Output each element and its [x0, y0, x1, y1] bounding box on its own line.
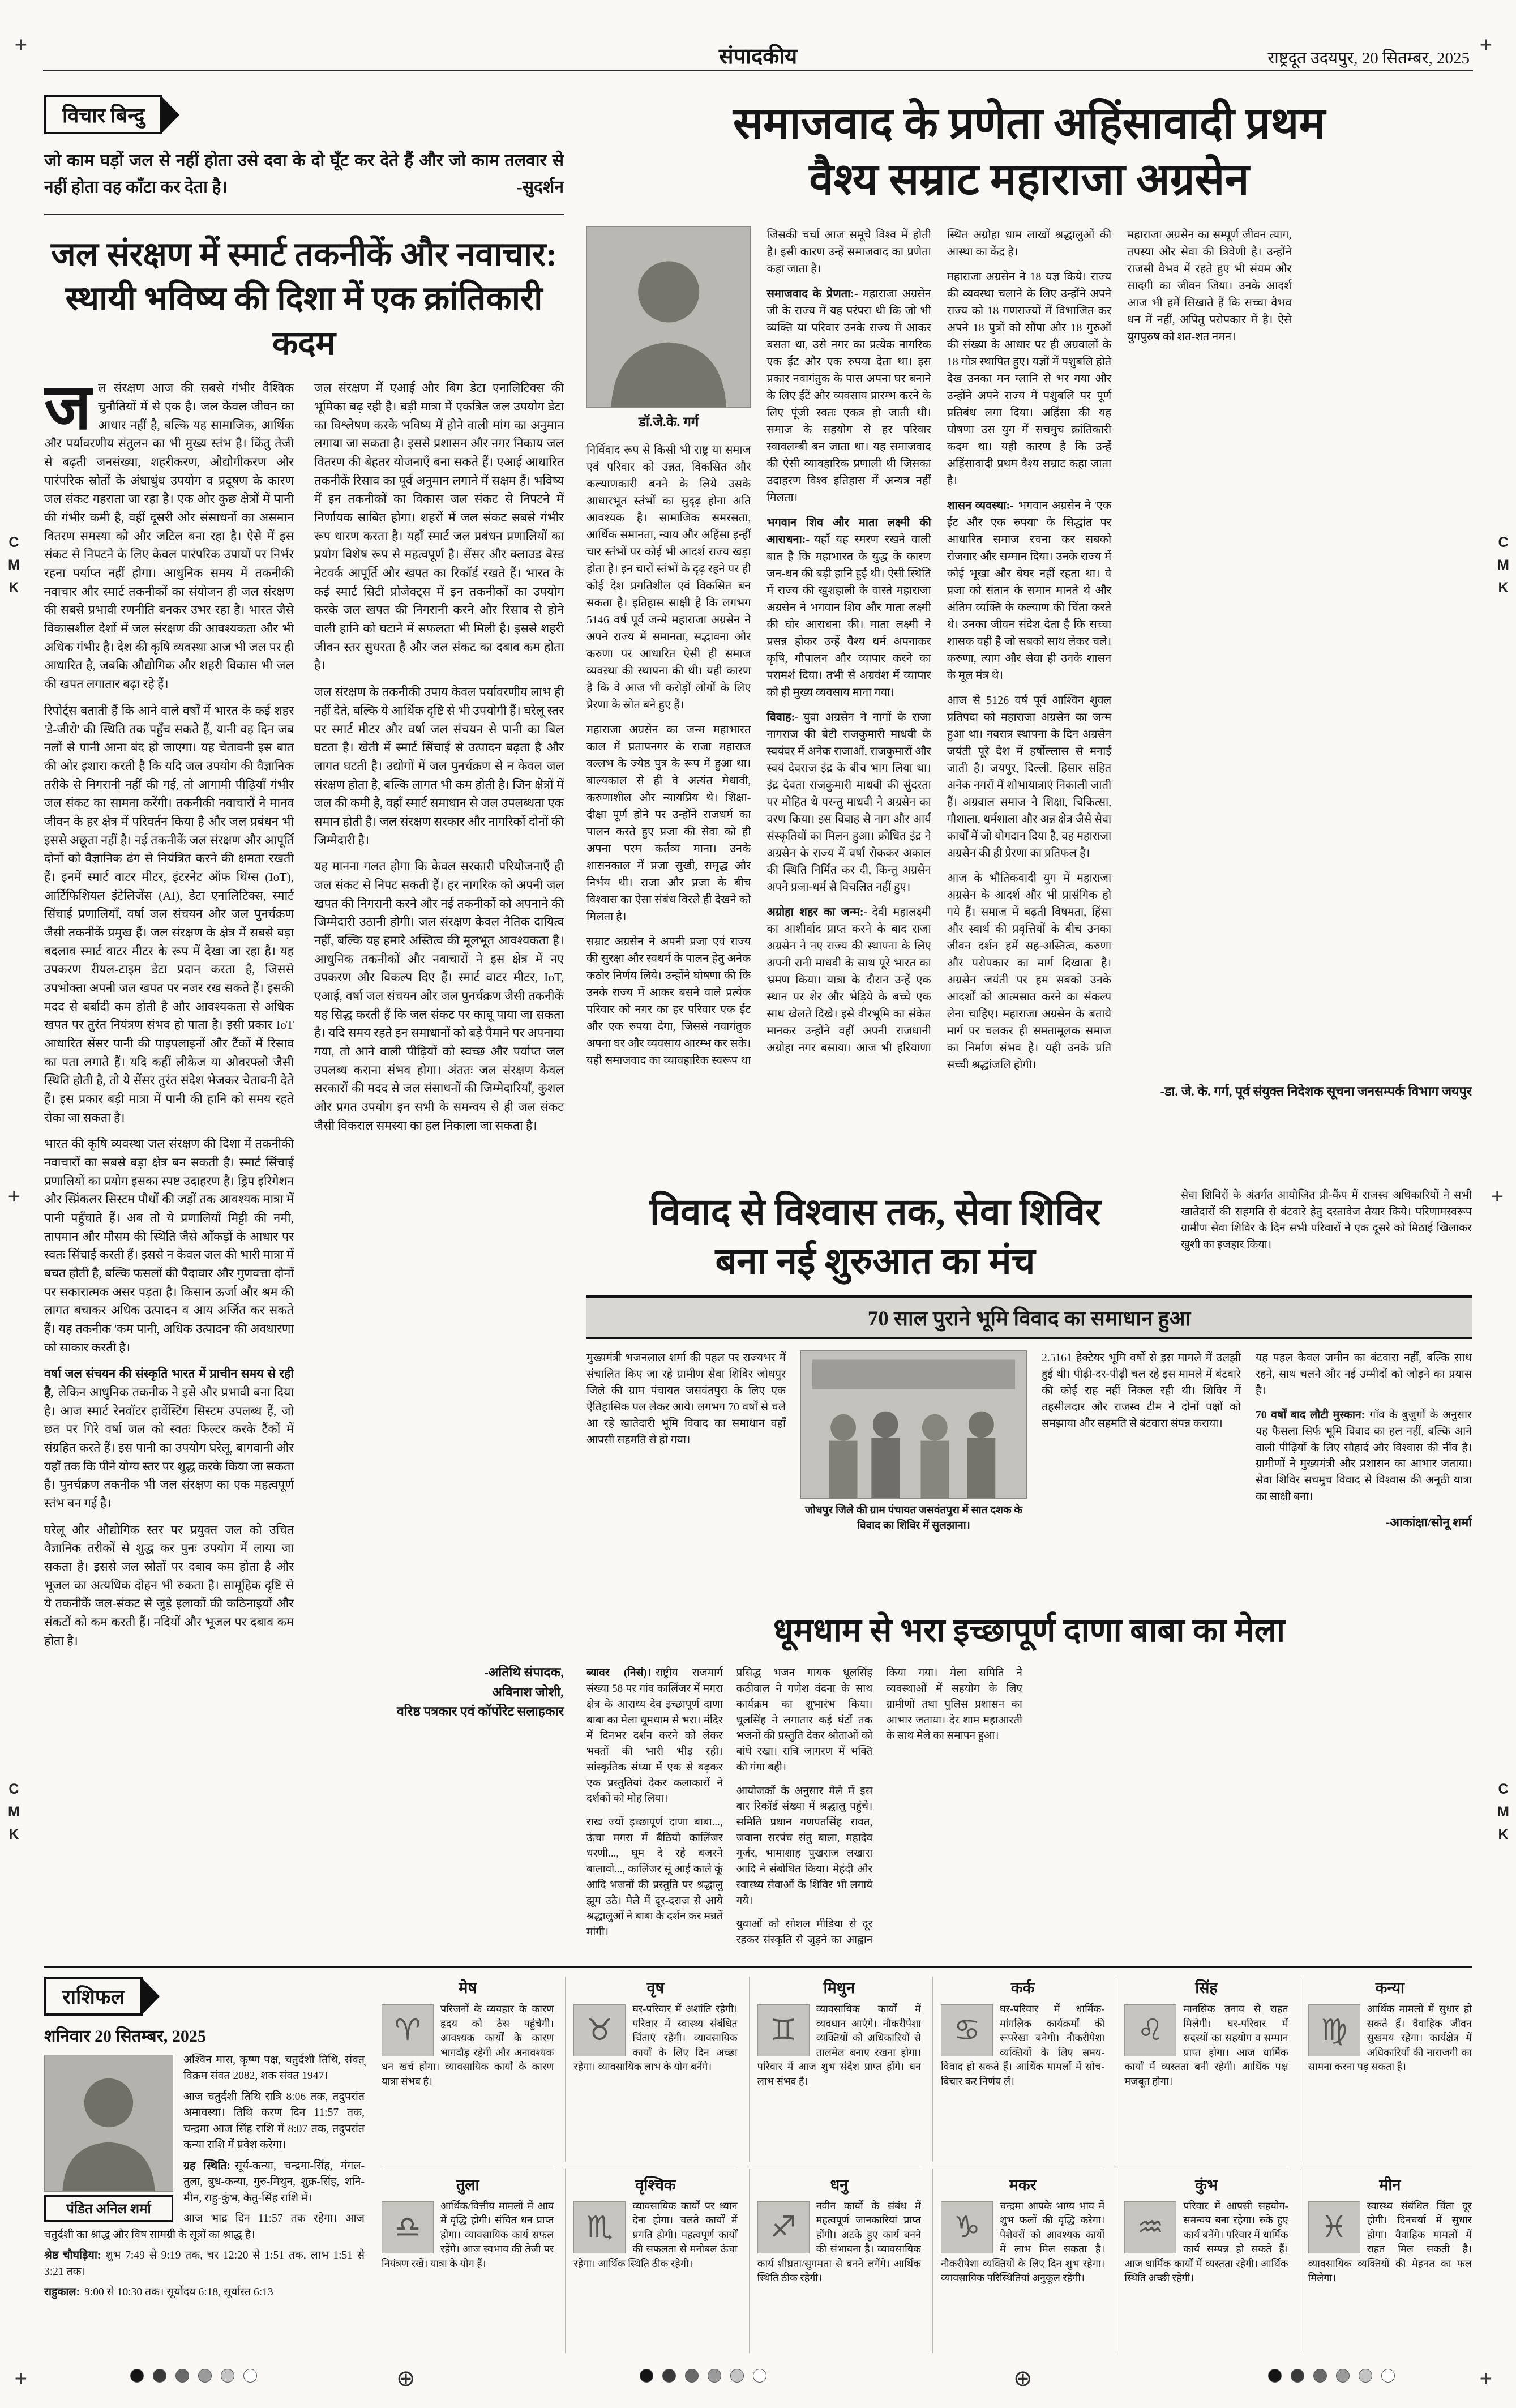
- vivad-column-1: [586, 1350, 786, 1594]
- zodiac-forecast: स्वास्थ्य संबंधित चिंता दूर होगी। दिनचर्या में सुधार होगा। वैवाहिक मामलों में राहत मिल सकती है। व्यावसायिक व्यक्तियों की मेहनत का फल मिलेगा।: [1308, 2200, 1472, 2284]
- paragraph-lead: विवाह:-: [766, 711, 799, 724]
- cmk-print-mark: [8, 1778, 20, 1846]
- registration-dot: [198, 2369, 212, 2383]
- portrait-silhouette-icon: [45, 2055, 173, 2191]
- author-photo-caption: डॉ.जे.के. गर्ग: [639, 415, 699, 430]
- paragraph: [586, 442, 751, 713]
- paragraph-text: शुभ 7:49 से 9:19 तक, चर 12:20 से 1:51 तक, लाभ 1:51 से 3:21 तक।: [44, 2249, 365, 2278]
- paragraph: [1256, 1350, 1472, 1400]
- paragraph: [314, 857, 564, 1135]
- paragraph-text: आज चतुर्दशी तिथि रात्रि 8:06 तक, तदुपरांत अमावस्या। तिथि करण दिन 11:57 तक, चन्द्रमा आज सिंह राशि में 8:07 तक, तदुपरांत कन्या राशि में प्रवेश करेगा।: [183, 2090, 365, 2152]
- zodiac-glyph: ♉: [586, 2013, 613, 2047]
- horoscope-label: [44, 1977, 160, 2016]
- registration-dot: [153, 2369, 166, 2383]
- paragraph-text: यह मानना गलत होगा कि केवल सरकारी परियोजनाएँ ही जल संकट से निपट सकती हैं। हर नागरिक को अपनी जल खपत की निगरानी करने और नई तकनीकों को अपनाने की जिम्मेदारी उठानी होगी। जल संरक्षण केवल नैतिक दायित्व नहीं, बल्कि यह हमारे अस्तित्व की मूलभूत आवश्यकता है। आधुनिक तकनीकों और नवाचारों ने इस क्षेत्र में नए उपकरण और विकल्प दिए हैं। स्मार्ट वाटर मीटर, IoT, एआई, वर्षा जल संचयन और जल पुनर्चक्रण जैसी तकनीकें यह सिद्ध करती हैं कि जल संकट पर काबू पाया जा सकता है। यदि समय रहते इन समाधानों को बड़े पैमाने पर अपनाया गया, तो आने वाली पीढ़ियों को स्वच्छ और पर्याप्त जल उपलब्ध कराना संभव होगा। अंततः जल संरक्षण केवल सरकारों की मदद से जल संसाधनों की जिम्मेदारियाँ, कुशल और प्रगत उपयोग इन सभी के समन्वय से ही जल संकट जैसी विकराल समस्या का हल निकाला जा सकता है।: [314, 859, 564, 1132]
- vivad-column-3: [1042, 1350, 1241, 1594]
- vivad-headline: [586, 1188, 1164, 1286]
- vivad-photo-column: [800, 1350, 1027, 1594]
- leo-icon: [1124, 2004, 1176, 2056]
- cmk-print-mark: [1497, 531, 1509, 599]
- paragraph-text: गाँव के बुजुर्गों के अनुसार यह फैसला सिर्फ भूमि विवाद का हल नहीं, बल्कि आने वाली पीढ़ियों के लिए सौहार्द और विश्वास की नींव है। ग्रामीणों ने मुख्यमंत्री और प्रशासन का आभार जताया। सेवा शिविर सचमुच विवाद से विश्वास की अनूठी यात्रा का साक्षी बना।: [1256, 1409, 1472, 1503]
- cmk-m: M: [8, 1804, 20, 1820]
- headline-line: वैश्य सम्राट महाराजा अग्रसेन: [809, 155, 1249, 204]
- astrologer-name: पंडित अनिल शर्मा: [44, 2195, 173, 2222]
- paragraph-text: भारत की कृषि व्यवस्था जल संरक्षण की दिशा में तकनीकी नवाचारों का सबसे बड़ा क्षेत्र बन सकती है। स्मार्ट सिंचाई प्रणालियों का प्रयोग इसका स्पष्ट उदाहरण है। ड्रिप इरिगेशन और स्प्रिंकलर सिस्टम पौधों की जड़ों तक आवश्यक मात्रा में पानी पहुँचाते हैं। अब तो ये प्रणालियाँ मिट्टी की नमी, तापमान और मौसम की स्थिति जैसे आँकड़ों के आधार पर स्वतः सिंचाई करती हैं। इससे न केवल जल की भारी मात्रा में बचत होती है, बल्कि फसलों की पैदावार और गुणवत्ता दोनों पर सकारात्मक असर पड़ता है। किसान ऊर्जा और श्रम की लागत बचाकर अधिक उत्पादन व आय अर्जित कर सकते हैं। यह तकनीक 'कम पानी, अधिक उत्पादन' की अवधारणा को साकार करती है।: [44, 1137, 294, 1354]
- zodiac-name: तुला: [456, 2176, 479, 2193]
- registration-target-icon: ⊕: [396, 2366, 416, 2392]
- paragraph: [766, 285, 931, 506]
- zodiac-name: धनु: [830, 2176, 849, 2193]
- paragraph-lead: श्रेष्ठ चौघड़िया:: [44, 2249, 101, 2262]
- zodiac-cell-aquarius: [1116, 2169, 1288, 2354]
- left-column: [44, 95, 564, 1722]
- drop-cap: ज: [44, 379, 92, 443]
- lead-headline: [586, 95, 1472, 207]
- zodiac-forecast: परिवार में आपसी सहयोग-समन्वय बना रहेगा। रुके हुए कार्य बनेंगे। परिवार में धार्मिक कार्य सम्पन्न हो सकते हैं। आज धार्मिक कार्यों में व्यस्तता रहेगी। आर्थिक स्थिति अच्छी रहेगी।: [1124, 2200, 1288, 2284]
- paragraph: [736, 1783, 873, 1909]
- cmk-k: K: [8, 580, 19, 596]
- pisces-icon: [1308, 2201, 1360, 2253]
- registration-dot: [640, 2369, 653, 2383]
- paragraph-lead: शासन व्यवस्था:-: [947, 499, 1014, 512]
- cmk-k: K: [1498, 580, 1509, 596]
- byline-line: वरिष्ठ पत्रकार एवं कॉर्पोरेट सलाहकार: [397, 1704, 564, 1719]
- registration-cross: +: [1491, 1184, 1504, 1208]
- paragraph-text: आज के भौतिकवादी युग में महाराजा अग्रसेन के आदर्श और भी प्रासंगिक हो गये हैं। समाज में बढ़ती विषमता, हिंसा और स्वार्थ की प्रवृत्तियों के बीच उनका जीवन दर्शन हमें सह-अस्तित्व, करुणा और परोपकार का मार्ग दिखाता है। अग्रसेन जयंती पर हम सबको उनके आदर्शों को आत्मसात करने का संकल्प लेना चाहिए। महाराजा अग्रसेन के बताये मार्ग पर चलकर ही समतामूलक समाज का निर्माण संभव है। यही उनके प्रति सच्ची श्रद्धांजलि होगी।: [947, 872, 1112, 1072]
- vivad-subhead-bar: 70 साल पुराने भूमि विवाद का समाधान हुआ: [586, 1295, 1472, 1339]
- shivir-photo: [800, 1350, 1027, 1499]
- zodiac-glyph: ♈: [394, 2013, 421, 2047]
- zodiac-name: कर्क: [1010, 1979, 1035, 1996]
- zodiac-name: सिंह: [1195, 1979, 1218, 1996]
- mela-headline: धूमधाम से भरा इच्छापूर्ण दाणा बाबा का मेला: [773, 1612, 1285, 1649]
- paragraph: [44, 1135, 294, 1357]
- paragraph-text: महाराजा अग्रसेन जी के राज्य में यह परंपरा थी कि जो भी व्यक्ति या परिवार उनके राज्य में आकर बसता था, उसे नगर का प्रत्येक नागरिक एक ईंट और एक रुपया देता था। इस प्रकार नवागंतुक के पास अपना घर बनाने के लिए ईंटें और व्यवसाय प्रारम्भ करने के लिए पूंजी स्वतः एकत्र हो जाती थी। समाज के सहयोग से हर परिवार स्वावलम्बी बन जाता था। यह समाजवाद की ऐसी व्यावहारिक प्रणाली थी जिसका उदाहरण विश्व इतिहास में अन्यत्र नहीं मिलता।: [766, 288, 931, 504]
- zodiac-cell-scorpio: [565, 2169, 737, 2354]
- paragraph: [44, 1521, 294, 1650]
- zodiac-forecast: व्यावसायिक कार्यों पर ध्यान देना होगा। चलते कार्यों में प्रगति होगी। महत्वपूर्ण कार्यों की सफलता से मनोबल ऊंचा रहेगा। आर्थिक स्थिति ठीक रहेगी।: [573, 2200, 738, 2269]
- vivad-column-4: [1256, 1350, 1472, 1594]
- paragraph: [44, 379, 294, 693]
- registration-dot: [685, 2369, 699, 2383]
- zodiac-forecast: नवीन कार्यों के संबंध में महत्वपूर्ण जानकारियां प्राप्त होंगी। अटके हुए कार्य बनने की संभावना है। व्यावसायिक कार्य शीघ्रता/सुगमता से बनने लगेंगे। आर्थिक स्थिति ठीक रहेगी।: [757, 2200, 921, 2284]
- paragraph: [736, 1665, 873, 1775]
- paragraph-text: युवाओं को सोशल मीडिया से दूर रहकर संस्कृति से जुड़ने का आह्वान किया गया। मेला समिति ने व्यवस्थाओं में सहयोग के लिए ग्रामीणों तथा पुलिस प्रशासन का आभार जताया। देर शाम महाआरती के साथ मेले का समापन हुआ।: [736, 1667, 1022, 1947]
- scorpio-icon: [573, 2201, 626, 2253]
- zodiac-forecast: आर्थिक/वित्तीय मामलों में आय में वृद्धि होगी। संचित धन प्राप्त होगा। व्यावसायिक कार्य सफल रहेंगे। आज स्वभाव की तेजी पर नियंत्रण रखें। यात्रा के योग हैं।: [382, 2200, 554, 2269]
- paragraph: [1042, 1350, 1241, 1432]
- paragraph-text: आयोजकों के अनुसार मेले में इस बार रिकॉर्ड संख्या में श्रद्धालु पहुंचे। समिति प्रधान गणपतसिंह रावत, जवाना सरपंच संतु बाला, महादेव गुर्जर, भामाशाह पुखराज लखारा आदि ने संबोधित किया। मेहंदी और स्वास्थ्य सेवाओं के शिविर भी लगाये गये।: [736, 1785, 873, 1907]
- paragraph-lead: ग्रह स्थिति:: [183, 2159, 230, 2172]
- paragraph-text: घरेलू और औद्योगिक स्तर पर प्रयुक्त जल को उचित वैज्ञानिक तरीकों से शुद्ध कर पुनः उपयोग में लाया जा सकता है। इससे जल स्रोतों पर दबाव कम होता है और भूजल का अत्यधिक दोहन भी रुकता है। सामूहिक दृष्टि से ये तकनीकें जल-संकट से जुड़े इलाकों की कठिनाइयों और संकटों को कम करती हैं। नदियों और भूजल पर दबाव कम होता है।: [44, 1522, 294, 1648]
- colour-bar: [130, 2369, 257, 2383]
- paragraph-text: आज भाद्र दिन 11:57 तक रहेगा। आज चतुर्दशी का श्राद्ध और विष सामग्री के सूत्रों का श्राद्ध है।: [44, 2213, 365, 2241]
- colour-bar: [1268, 2369, 1395, 2383]
- zodiac-forecast: घर-परिवार में अशांति रहेगी। परिवार में स्वास्थ्य संबंधित चिंताएं रहेंगी। व्यावसायिक कार्यों के लिए दिन अच्छा रहेगा। व्यावसायिक लाभ के योग बनेंगे।: [573, 2003, 738, 2073]
- zodiac-glyph: ♐: [770, 2210, 796, 2244]
- byline-line: -अतिथि संपादक,: [484, 1665, 564, 1680]
- zodiac-name: वृष: [646, 1979, 665, 1996]
- paragraph-text: महाराजा अग्रसेन का जन्म महाभारत काल में प्रतापनगर के राजा महाराज वल्लभ के ज्येष्ठ पुत्र के रूप में हुआ था। बाल्यकाल से ही वे अत्यंत मेधावी, करुणाशील और न्यायप्रिय थे। शिक्षा-दीक्षा पूर्ण होने पर उन्होंने राजधर्म का पालन करते हुए प्रजा की सेवा को ही अपना परम कर्तव्य माना। उनके शासनकाल में प्रजा सुखी, समृद्ध और निर्भय थी। राजा और प्रजा के बीच विश्वास का ऐसा संबंध विरले ही देखने को मिलता है।: [586, 724, 751, 923]
- vivad-article-body: [586, 1350, 1472, 1594]
- vivad-article: [586, 1188, 1472, 1594]
- water-article-headline: जल संरक्षण में स्मार्ट तकनीकें और नवाचार: स्थायी भविष्य की दिशा में एक क्रांतिकारी कदम: [51, 236, 557, 362]
- paragraph: [766, 514, 931, 701]
- edition-dateline: राष्ट्रदूत उदयपुर, 20 सितम्बर, 2025: [1267, 49, 1470, 67]
- registration-dot: [175, 2369, 189, 2383]
- paragraph-text: यह पहल केवल जमीन का बंटवारा नहीं, बल्कि साथ रहने, साथ चलने और नई उम्मीदों को जोड़ने का प्रयास है।: [1256, 1352, 1472, 1397]
- paragraph: [586, 1665, 723, 1807]
- zodiac-glyph: ♓: [1321, 2210, 1347, 2244]
- shivir-photo-caption: जोधपुर जिले की ग्राम पंचायत जसवंतपुरा में सात दशक के विवाद का शिविर में सुलझाना।: [804, 1504, 1023, 1532]
- colour-bar: [640, 2369, 766, 2383]
- zodiac-forecast: परिजनों के व्यवहार के कारण हृदय को ठेस पहुंचेगी। आवश्यक कार्यों के कारण भागदौड़ रहेगी और अनावश्यक धन खर्च होगा। व्यावसायिक कार्यों के कारण यात्रा संभव है।: [382, 2003, 554, 2087]
- paragraph-lead: ब्यावर (निसं)।: [586, 1667, 651, 1679]
- cmk-c: C: [1498, 1781, 1509, 1797]
- registration-dot: [130, 2369, 144, 2383]
- paragraph-lead: अग्रोहा शहर का जन्म:-: [766, 906, 868, 919]
- zodiac-cell-aries: [382, 1977, 554, 2162]
- paragraph-text: सेवा शिविरों के अंतर्गत आयोजित प्री-कैंप में राजस्व अधिकारियों ने सभी खातेदारों की सहमति से बंटवारे हेतु दस्तावेज तैयार किये। परिणामस्वरूप ग्रामीण सेवा शिविर के दिन सभी परिवारों ने एक दूसरे को मिठाई खिलाकर खुशी का इजहार किया।: [1181, 1190, 1472, 1251]
- paragraph-text: यहाँ यह स्मरण रखने वाली बात है कि महाभारत के युद्ध के कारण जन-धन की बड़ी हानि हुई थी। ऐसी स्थिति में राज्य की खुशहाली के वास्ते महाराजा अग्रसेन ने भगवान शिव और माता लक्ष्मी की घोर आराधना की। माता लक्ष्मी ने प्रसन्न होकर उन्हें वैश्य धर्म अपनाकर कृषि, गौपालन और व्यापार करने का परामर्श दिया। तभी से अग्रवंश में व्यापार को ही मुख्य व्यवसाय माना गया।: [766, 533, 931, 699]
- taurus-icon: [573, 2004, 626, 2056]
- horoscope-date: शनिवार 20 सितम्बर, 2025: [44, 2027, 206, 2046]
- sagittarius-icon: [757, 2201, 810, 2253]
- zodiac-cell-sagittarius: [749, 2169, 921, 2354]
- zodiac-name: कुंभ: [1195, 2176, 1218, 2193]
- paragraph: [947, 692, 1111, 862]
- footer-print-marks: [0, 2366, 1516, 2396]
- registration-dot: [221, 2369, 234, 2383]
- paragraph-text: जल संरक्षण में एआई और बिग डेटा एनालिटिक्स की भूमिका बढ़ रही है। बड़ी मात्रा में एकत्रित जल उपयोग डेटा का विश्लेषण करके भविष्य में होने वाली मांग का अनुमान लगाया जा सकता है। इससे प्रशासन और नगर निकाय जल वितरण की बेहतर योजनाएँ बना सकते हैं। एआई आधारित तकनीकें रिसाव का पूर्व अनुमान लगाने में सक्षम हैं। भविष्य में इन तकनीकों का विकास जल संकट से निपटने में निर्णायक साबित होगा। शहरों में जल संकट सबसे गंभीर रूप धारण करता है। यहाँ स्मार्ट जल प्रबंधन प्रणालियों का प्रयोग विशेष रूप से महत्वपूर्ण है। सेंसर और क्लाउड बेस्ड नेटवर्क आपूर्ति और खपत का रिकॉर्ड रखते हैं। भारत के कई स्मार्ट सिटी प्रोजेक्ट्स में इन तकनीकों का उपयोग करके जल खपत की निगरानी करने और रिसाव से होने वाली हानि को घटाने में सफलता भी मिली है। इससे शहरी जीवन स्तर सुधरता है और जल संकट का दबाव कम होता है।: [314, 381, 564, 673]
- vivad-top-row: [586, 1188, 1472, 1286]
- paragraph-text: जल संरक्षण के तकनीकी उपाय केवल पर्यावरणीय लाभ ही नहीं देते, बल्कि ये आर्थिक दृष्टि से भी उपयोगी हैं। घरेलू स्तर पर स्मार्ट मीटर और वर्षा जल संचयन से पानी का बिल घटता है। खेती में स्मार्ट सिंचाई से उत्पादन बढ़ता है और लागत घटती है। उद्योगों में जल पुनर्चक्रण से न केवल जल संरक्षण होता है, बल्कि लागत भी कम होती है। जिन क्षेत्रों में जल की कमी है, वहाँ स्मार्ट समाधान से जल उपलब्धता एक समान होती है। जल संरक्षण सरकार और नागरिकों दोनों की जिम्मेदारी है।: [314, 685, 564, 847]
- cmk-k: K: [8, 1827, 19, 1842]
- thought-quote: [44, 148, 564, 215]
- paragraph: [1181, 1188, 1472, 1253]
- vivad-side-column: [1181, 1188, 1472, 1286]
- paragraph-lead: वर्षा जल संचयन की संस्कृति भारत में प्राचीन समय से रही है,: [44, 1367, 294, 1400]
- paragraph-text: ल संरक्षण आज की सबसे गंभीर वैश्विक चुनौतियों में से एक है। जल केवल जीवन का आधार नहीं है, बल्कि यह सामाजिक, आर्थिक और पर्यावरणीय संतुलन का भी मुख्य स्तंभ है। किंतु तेजी से बढ़ती जनसंख्या, शहरीकरण, औद्योगीकरण और पारंपरिक स्रोतों के अंधाधुंध उपयोग व प्रदूषण के कारण जल संकट गहराता जा रहा है। एक ओर कुछ क्षेत्रों में पानी की गंभीर कमी है, वहीं दूसरी ओर संसाधनों का असमान वितरण समस्या को और जटिल बना रहा है। ऐसे में इस संकट से निपटने के लिए केवल पारंपरिक उपायों पर निर्भर रहना पर्याप्त नहीं होगा। आधुनिक समय में तकनीकी नवाचार और स्मार्ट तकनीकों का संयोजन ही जल संरक्षण की सबसे प्रभावी रणनीति बनकर उभर रहा है। भारत जैसे विकासशील देशों में जल संरक्षण की आवश्यकता और भी अधिक गंभीर है। देश की कृषि व्यवस्था आज भी जल पर ही आधारित है, जबकि औद्योगिक और शहरी विकास भी जल की खपत लगातार बढ़ा रहे हैं।: [44, 381, 294, 691]
- paragraph-lead: समाजवाद के प्रेणता:-: [766, 288, 858, 301]
- registration-target-icon: ⊕: [1013, 2366, 1033, 2392]
- aquarius-icon: [1124, 2201, 1176, 2253]
- paragraph-text: सम्राट अग्रसेन ने अपनी प्रजा एवं राज्य की सुरक्षा और स्वधर्म के पालन हेतु अनेक कठोर निर्णय लिये। उन्होंने घोषणा की कि उनके राज्य में आकर बसने वाले प्रत्येक परिवार को नगर का हर परिवार एक ईंट और एक रुपया देगा, जिससे नवागंतुक अपना घर और व्यवसाय आरम्भ कर सके। यही समाजवाद का व्यावहारिक स्वरूप था जिसकी चर्चा आज समूचे विश्व में होती है। इसी कारण उन्हें समाजवाद का प्रणेता कहा जाता है।: [586, 229, 931, 1067]
- paragraph-text: रिपोर्ट्स बताती हैं कि आने वाले वर्षों में भारत के कई शहर 'डे-जीरो' की स्थिति तक पहुँच सकते हैं, यानी वह दिन जब नलों से पानी आना बंद हो जाएगा। यह चेतावनी इस बात की ओर इशारा करती है कि यदि जल उपयोग की वैज्ञानिक तरीके से निगरानी नहीं की गई, तो आगामी पीढ़ियाँ गंभीर जल संकट का सामना करेंगी। तकनीकी नवाचारों ने मानव जीवन के हर क्षेत्र में परिवर्तन किया है और जल प्रबंधन भी इससे अछूता नहीं है। नई तकनीकें जल संरक्षण और आपूर्ति दोनों को वैज्ञानिक ढंग से नियंत्रित करने की क्षमता रखती हैं। इनमें स्मार्ट वाटर मीटर, इंटरनेट ऑफ थिंग्स (IoT), आर्टिफिशियल इंटेलिजेंस (AI), डेटा एनालिटिक्स, स्मार्ट सिंचाई प्रणालियाँ, वर्षा जल संचयन और जल पुनर्चक्रण जैसी तकनीकें प्रमुख हैं। जल संरक्षण के क्षेत्र में सबसे बड़ा बदलाव स्मार्ट वाटर मीटर के रूप में देखा जा रहा है। यह उपकरण रीयल-टाइम डेटा प्रदान करता है, जिससे उपभोक्ता अपनी जल खपत पर नजर रख सकते हैं। इसकी मदद से बर्बादी कम होती है और आवश्यकता से अधिक खपत पर तुरंत नियंत्रण संभव हो पाता है। इसी प्रकार IoT आधारित सेंसर पानी की पाइपलाइनों और टैंकों में रिसाव का पता लगाते हैं। यदि कहीं लीकेज या ओवरफ्लो जैसी स्थिति होती है, तो ये सेंसर तुरंत संदेश भेजकर चेतावनी देते हैं। इस प्रकार बड़ी मात्रा में पानी की हानि को समय रहते रोका जा सकता है।: [44, 703, 294, 1124]
- astrologer-photo: [44, 2055, 173, 2192]
- zodiac-forecast: घर-परिवार में धार्मिक-मांगलिक कार्यक्रमों की रूपरेखा बनेगी। नौकरीपेशा व्यक्तियों के लिए समय-विवाद हो सकते हैं। आर्थिक मामलों में सोच-विचार कर निर्णय लें।: [941, 2003, 1105, 2087]
- astrologer-photo-block: [44, 2055, 173, 2222]
- author-photo: [586, 226, 751, 408]
- zodiac-forecast: आर्थिक मामलों में सुधार हो सकते हैं। वैवाहिक जीवन सुखमय रहेगा। कार्यक्षेत्र में अधिकारियों की नाराजगी का सामना करना पड़ सकता है।: [1308, 2003, 1472, 2073]
- author-photo-block: [586, 226, 751, 433]
- paragraph: [314, 379, 564, 675]
- registration-dot: [1313, 2369, 1327, 2383]
- aries-icon: [382, 2004, 434, 2056]
- paragraph-text: महाराजा अग्रसेन का सम्पूर्ण जीवन त्याग, तपस्या और सेवा की त्रिवेणी है। उन्होंने राजसी वैभव में रहते हुए भी संयम और सादगी का जीवन जिया। उनके आदर्श आज भी हमें सिखाते हैं कि सच्चा वैभव धन में नहीं, अपितु परोपकार में है। ऐसे युगपुरुष को शत-शत नमन।: [1127, 229, 1292, 344]
- zodiac-cell-taurus: [565, 1977, 737, 2162]
- crowd-scene-icon: [801, 1351, 1026, 1498]
- paragraph-lead: राहुकाल:: [44, 2286, 80, 2299]
- paragraph-text: महाराजा अग्रसेन ने 18 यज्ञ किये। राज्य की व्यवस्था चलाने के लिए उन्होंने अपने राज्य को 18 गणराज्यों में विभाजित कर अपने 18 पुत्रों को सौंपा और 18 गुरुओं की संख्या के आधार पर ही अग्रवालों के 18 गोत्र स्थापित हुए। यज्ञों में पशुबलि होते देख उनका मन ग्लानि से भर गया और उन्होंने अपने राज्य में पशुबलि पर पूर्ण प्रतिबंध लगा दिया। अहिंसा की यह घोषणा उस युग में सचमुच क्रांतिकारी कदम था। यही कारण है कि उन्हें अहिंसावादी प्रथम वैश्य सम्राट कहा जाता है।: [947, 271, 1112, 487]
- thought-label: [44, 95, 179, 134]
- paragraph-text: 9:00 से 10:30 तक। सूर्योदय 6:18, सूर्यास्त 6:13: [84, 2286, 273, 2299]
- registration-dot: [1336, 2369, 1350, 2383]
- registration-cross: +: [15, 33, 27, 56]
- headline-line: समाजवाद के प्रणेता अहिंसावादी प्रथम: [733, 99, 1325, 148]
- registration-dot: [1291, 2369, 1304, 2383]
- paragraph: [44, 702, 294, 1127]
- paragraph-text: युवा अग्रसेन ने नागों के राजा नागराज की बेटी राजकुमारी माधवी के स्वयंवर में अनेक राजाओं, राजकुमारों और स्वयं देवराज इंद्र के बीच भाग लिया था। इंद्र देवता राजकुमारी माधवी की सुंदरता पर मोहित थे परन्तु माधवी ने अग्रसेन का वरण किया। इस विवाह से नाग और आर्य संस्कृतियों का मिलन हुआ। क्रोधित इंद्र ने अग्रसेन के राज्य में वर्षा रोककर अकाल की स्थिति निर्मित कर दी, किन्तु अग्रसेन अपने प्रजा-धर्म से विचलित नहीं हुए।: [766, 711, 931, 894]
- paragraph: [1256, 1408, 1472, 1505]
- paragraph: [44, 2285, 365, 2300]
- cmk-m: M: [1497, 557, 1509, 573]
- water-article-body: [44, 379, 564, 1653]
- registration-dot: [1381, 2369, 1395, 2383]
- horoscope-label-text: राशिफल: [44, 1977, 143, 2016]
- cmk-print-mark: [8, 531, 20, 599]
- zodiac-grid: [382, 1977, 1472, 2353]
- cmk-m: M: [1497, 1804, 1509, 1820]
- vivad-signature: -आकांक्षा/सोनू शर्मा: [1385, 1515, 1472, 1529]
- paragraph: [947, 268, 1111, 489]
- paragraph-lead: 70 वर्षों बाद लौटी मुस्कान:: [1256, 1409, 1365, 1421]
- paragraph: [586, 721, 751, 925]
- paragraph-text: निर्विवाद रूप से किसी भी राष्ट्र या समाज एवं परिवार को उन्नत, विकसित और कल्याणकारी बनने के लिये उसके आधारभूत स्तंभों का सुदृढ़ होना अति आवश्यक है। सामाजिक समरसता, आर्थिक समानता, न्याय और अहिंसा इन्हीं चार स्तंभों पर कोई भी आदर्श राज्य खड़ा होता है। इन चारों स्तंभों के दृढ़ रहने पर ही कोई देश प्रगतिशील एवं विकसित बन सकता है। इतिहास साक्षी है कि लगभग 5146 वर्ष पूर्व जन्मे महाराजा अग्रसेन ने अपने राज्य में समानता, सद्भावना और करुणा पर आधारित ऐसी ही समाज व्यवस्था की स्थापना की थी। यही कारण है कि वे आज भी करोड़ों लोगों के लिए प्रेरणा के स्रोत बने हुए हैं।: [586, 444, 751, 712]
- cancer-icon: [941, 2004, 993, 2056]
- cmk-m: M: [8, 557, 20, 573]
- zodiac-cell-cancer: [932, 1977, 1104, 2162]
- libra-icon: [382, 2201, 434, 2253]
- zodiac-name: वृश्चिक: [635, 2176, 676, 2193]
- registration-dot: [1359, 2369, 1372, 2383]
- cmk-c: C: [8, 534, 19, 550]
- paragraph-lead: भगवान शिव और माता लक्ष्मी की आराधना:-: [766, 516, 931, 546]
- registration-dot: [730, 2369, 744, 2383]
- zodiac-cell-leo: [1116, 1977, 1288, 2162]
- paragraph: [44, 1365, 294, 1512]
- zodiac-forecast: व्यावसायिक कार्यों में व्यवधान आएंगे। नौकरीपेशा व्यक्तियों को अधिकारियों से तालमेल बनाए रखना होगा। परिवार में आज शुभ संदेश प्राप्त होंगे। धन लाभ संभव है।: [757, 2003, 921, 2087]
- cmk-k: K: [1498, 1827, 1509, 1842]
- paragraph: [947, 870, 1111, 1073]
- paragraph-text: मुख्यमंत्री भजनलाल शर्मा की पहल पर राज्यभर में संचालित किए जा रहे ग्रामीण सेवा शिविर जोधपुर जिले की ग्राम पंचायत जसवंतपुरा के लिए एक ऐतिहासिक पल लेकर आये। लगभग 70 वर्षों से चले आ रहे खातेदारी भूमि विवाद का समाधान वहाँ आपसी सहमति से हो गया।: [586, 1352, 786, 1446]
- registration-dot: [662, 2369, 676, 2383]
- registration-dot: [708, 2369, 721, 2383]
- virgo-icon: [1308, 2004, 1360, 2056]
- cmk-print-mark: [1497, 1778, 1509, 1846]
- registration-cross: +: [8, 1184, 20, 1208]
- paragraph-text: अश्विन मास, कृष्ण पक्ष, चतुर्दशी तिथि, संवत् विक्रम संवत 2082, शक संवत 1947।: [183, 2054, 365, 2082]
- quote-text: जो काम घड़ों जल से नहीं होता उसे दवा के दो घूँट कर देते हैं और जो काम तलवार से नहीं होता वह काँटा कर देता है।: [44, 151, 564, 196]
- paragraph: [44, 2248, 365, 2280]
- paragraph-text: आज से 5126 वर्ष पूर्व आश्विन शुक्ल प्रतिपदा को महाराजा अग्रसेन का जन्म हुआ था। नवरात्र स्थापना के दिन अग्रसेन जयंती पूरे देश में हर्षोल्लास से मनाई जाती है। जयपुर, दिल्ली, हिसार सहित अनेक नगरों में शोभायात्राएं निकाली जाती हैं। अग्रवाल समाज ने शिक्षा, चिकित्सा, गौशाला, धर्मशाला और अन्न क्षेत्र जैसे सेवा कार्यों में जो योगदान दिया है, वह महाराजा अग्रसेन की ही प्रेरणा का प्रतिफल है।: [947, 694, 1112, 860]
- paragraph-text: देवी महालक्ष्मी का आशीर्वाद प्राप्त करने के बाद राजा अग्रसेन ने नए राज्य की स्थापना के लिए अपनी रानी माधवी के साथ पूरे भारत का भ्रमण किया। यात्रा के दौरान उन्हें एक स्थान पर शेर और भेड़िये के बच्चे एक साथ खेलते दिखे। इसे वीरभूमि का संकेत मानकर उन्होंने वहीं अपनी राजधानी अग्रोहा नगर बसाया। आज भी हरियाणा स्थित अग्रोहा धाम लाखों श्रद्धालुओं की आस्था का केंद्र है।: [766, 229, 1112, 1055]
- zodiac-cell-virgo: [1300, 1977, 1472, 2162]
- paragraph-text: सूर्य-कन्या, चन्द्रमा-सिंह, मंगल-तुला, बुध-कन्या, गुरु-मिथुन, शुक्र-सिंह, शनि-मीन, राहु-कुंभ, केतु-सिंह राशि में।: [183, 2159, 365, 2204]
- quote-attribution: -सुदर्शन: [516, 177, 564, 196]
- paragraph: [314, 683, 564, 849]
- zodiac-cell-capricorn: [932, 2169, 1104, 2354]
- paragraph-text: 2.5161 हेक्टेयर भूमि वर्षों से इस मामले में उलझी हुई थी। पीढ़ी-दर-पीढ़ी चल रहे इस मामले में बंटवारे की कोई राह नहीं निकल रही थी। शिविर में तहसीलदार और राजस्व टीम ने दोनों पक्षों को समझाया और सहमति से बंटवारा संपन्न कराया।: [1042, 1352, 1241, 1430]
- registration-dot: [1268, 2369, 1282, 2383]
- paragraph: [947, 497, 1111, 684]
- headline-line: विवाद से विश्वास तक, सेवा शिविर: [650, 1192, 1100, 1233]
- zodiac-glyph: ♍: [1321, 2013, 1347, 2047]
- paragraph: [586, 1350, 786, 1448]
- zodiac-glyph: ♎: [394, 2210, 421, 2244]
- zodiac-name: कन्या: [1375, 1979, 1404, 1996]
- zodiac-name: मिथुन: [823, 1979, 855, 1996]
- zodiac-cell-libra: [382, 2169, 554, 2354]
- lead-article-byline: -डा. जे. के. गर्ग, पूर्व संयुक्त निदेशक सूचना जनसम्पर्क विभाग जयपुर: [1160, 1084, 1472, 1099]
- portrait-silhouette-icon: [587, 227, 750, 407]
- registration-dot: [753, 2369, 766, 2383]
- paragraph: [766, 709, 931, 896]
- mela-article-body: [586, 1665, 1472, 1960]
- zodiac-name: मेष: [459, 1979, 477, 1996]
- lead-article: [586, 95, 1472, 1100]
- horoscope-section: [44, 1966, 1472, 2358]
- gemini-icon: [757, 2004, 810, 2056]
- zodiac-glyph: ♏: [586, 2210, 613, 2244]
- zodiac-forecast: चन्द्रमा आपके भाग्य भाव में शुभ फलों की वृद्धि करेगा। पेशेवरों को आवश्यक कार्यों में लाभ मिल सकता है। नौकरीपेशा व्यक्तियों के लिए दिन शुभ रहेगा। व्यावसायिक परिस्थितियां अनुकूल रहेंगी।: [941, 2200, 1105, 2284]
- paragraph: [586, 1815, 723, 1940]
- paragraph-text: भगवान अग्रसेन ने 'एक ईंट और एक रुपया' के सिद्धांत पर आधारित समाज रचना कर सबको रोजगार और सम्मान दिया। उनके राज्य में कोई भूखा और बेघर नहीं रहता था। वे प्रजा को संतान के समान मानते थे और अंतिम व्यक्ति के कल्याण की चिंता करते थे। उनका जीवन संदेश देता है कि सच्चा शासक वही है जो सबको साथ लेकर चले। करुणा, त्याग और सेवा ही उनके शासन के मूल मंत्र थे।: [947, 499, 1112, 682]
- zodiac-glyph: ♊: [770, 2013, 796, 2047]
- paragraph-text: राष्ट्रीय राजमार्ग संख्या 58 पर गांव कालिंजर में मगरा क्षेत्र के आराध्य देव इच्छापूर्ण दाणा बाबा का मेला धूमधाम से भरा। मंदिर में दिनभर दर्शन करने को लेकर भक्तों की भारी भीड़ रही। सांस्कृतिक संध्या में एक से बढ़कर एक प्रस्तुतियां देकर कलाकारों ने दर्शकों को मोह लिया।: [586, 1667, 723, 1805]
- paragraph: [1127, 226, 1291, 345]
- byline-line: अविनाश जोशी,: [492, 1684, 564, 1699]
- registration-cross: +: [15, 2367, 27, 2390]
- zodiac-forecast: मानसिक तनाव से राहत मिलेगी। घर-परिवार में सदस्यों का सहयोग व सम्मान प्राप्त होगा। आज धार्मिक कार्यों में व्यस्तता बनी रहेगी। आर्थिक पक्ष मजबूत होगा।: [1124, 2003, 1288, 2087]
- section-title: संपादकीय: [718, 45, 798, 69]
- arrow-right-icon: [143, 1979, 160, 2014]
- paragraph-text: राख ज्यों इच्छापूर्ण दाणा बाबा..., ऊंचा मगरा में बैठियो कालिंजर धरणी..., घूम दे रहे बजरने बालावो..., कालिंजर सूं आई काले कूं आदि भजनों की प्रस्तुति पर श्रद्धालु झूम उठे। मेले में दूर-दराज से आये श्रद्धालुओं ने बाबा के दर्शन कर मन्नतें मांगी।: [586, 1816, 723, 1939]
- arrow-right-icon: [162, 97, 179, 132]
- water-article-byline: [44, 1663, 564, 1722]
- paragraph-text: प्रसिद्ध भजन गायक धूलसिंह कठीवाल ने गणेश वंदना के साथ कार्यक्रम का शुभारंभ किया। धूलसिंह ने लगातार कई घंटों तक भजनों की प्रस्तुति देकर श्रोताओं को बांधे रखा। रात्रि जागरण में भक्ति की गंगा बही।: [736, 1667, 873, 1773]
- thought-label-text: विचार बिन्दु: [44, 95, 162, 134]
- zodiac-cell-gemini: [749, 1977, 921, 2162]
- horoscope-info-block: [44, 1977, 365, 2306]
- zodiac-glyph: ♒: [1137, 2210, 1164, 2244]
- zodiac-name: मकर: [1009, 2176, 1037, 2193]
- capricorn-icon: [941, 2201, 993, 2253]
- zodiac-glyph: ♑: [953, 2210, 980, 2244]
- cmk-c: C: [1498, 534, 1509, 550]
- mela-article: [586, 1609, 1472, 1960]
- zodiac-name: मीन: [1379, 2176, 1401, 2193]
- masthead: [43, 40, 1473, 71]
- zodiac-glyph: ♌: [1137, 2013, 1164, 2047]
- zodiac-glyph: ♋: [953, 2013, 980, 2047]
- registration-cross: +: [1480, 2367, 1492, 2390]
- paragraph-text: लेकिन आधुनिक तकनीक ने इसे और प्रभावी बना दिया है। आज स्मार्ट रेनवॉटर हार्वेस्टिंग सिस्टम उपलब्ध हैं, जो छत पर गिरे वर्षा जल को स्वतः फिल्टर करके टैंकों में संग्रहित करते हैं। इस पानी का उपयोग घरेलू, बागवानी और यहाँ तक कि पीने योग्य स्तर पर शुद्ध करके किया जा सकता है। पुनर्चक्रण तकनीक भी जल संरक्षण का एक महत्वपूर्ण स्तंभ बन गई है।: [44, 1385, 294, 1511]
- registration-cross: +: [1480, 33, 1492, 56]
- registration-dot: [243, 2369, 257, 2383]
- zodiac-cell-pisces: [1300, 2169, 1472, 2354]
- cmk-c: C: [8, 1781, 19, 1797]
- lead-article-body: [586, 226, 1472, 1076]
- headline-line: बना नई शुरुआत का मंच: [715, 1241, 1035, 1283]
